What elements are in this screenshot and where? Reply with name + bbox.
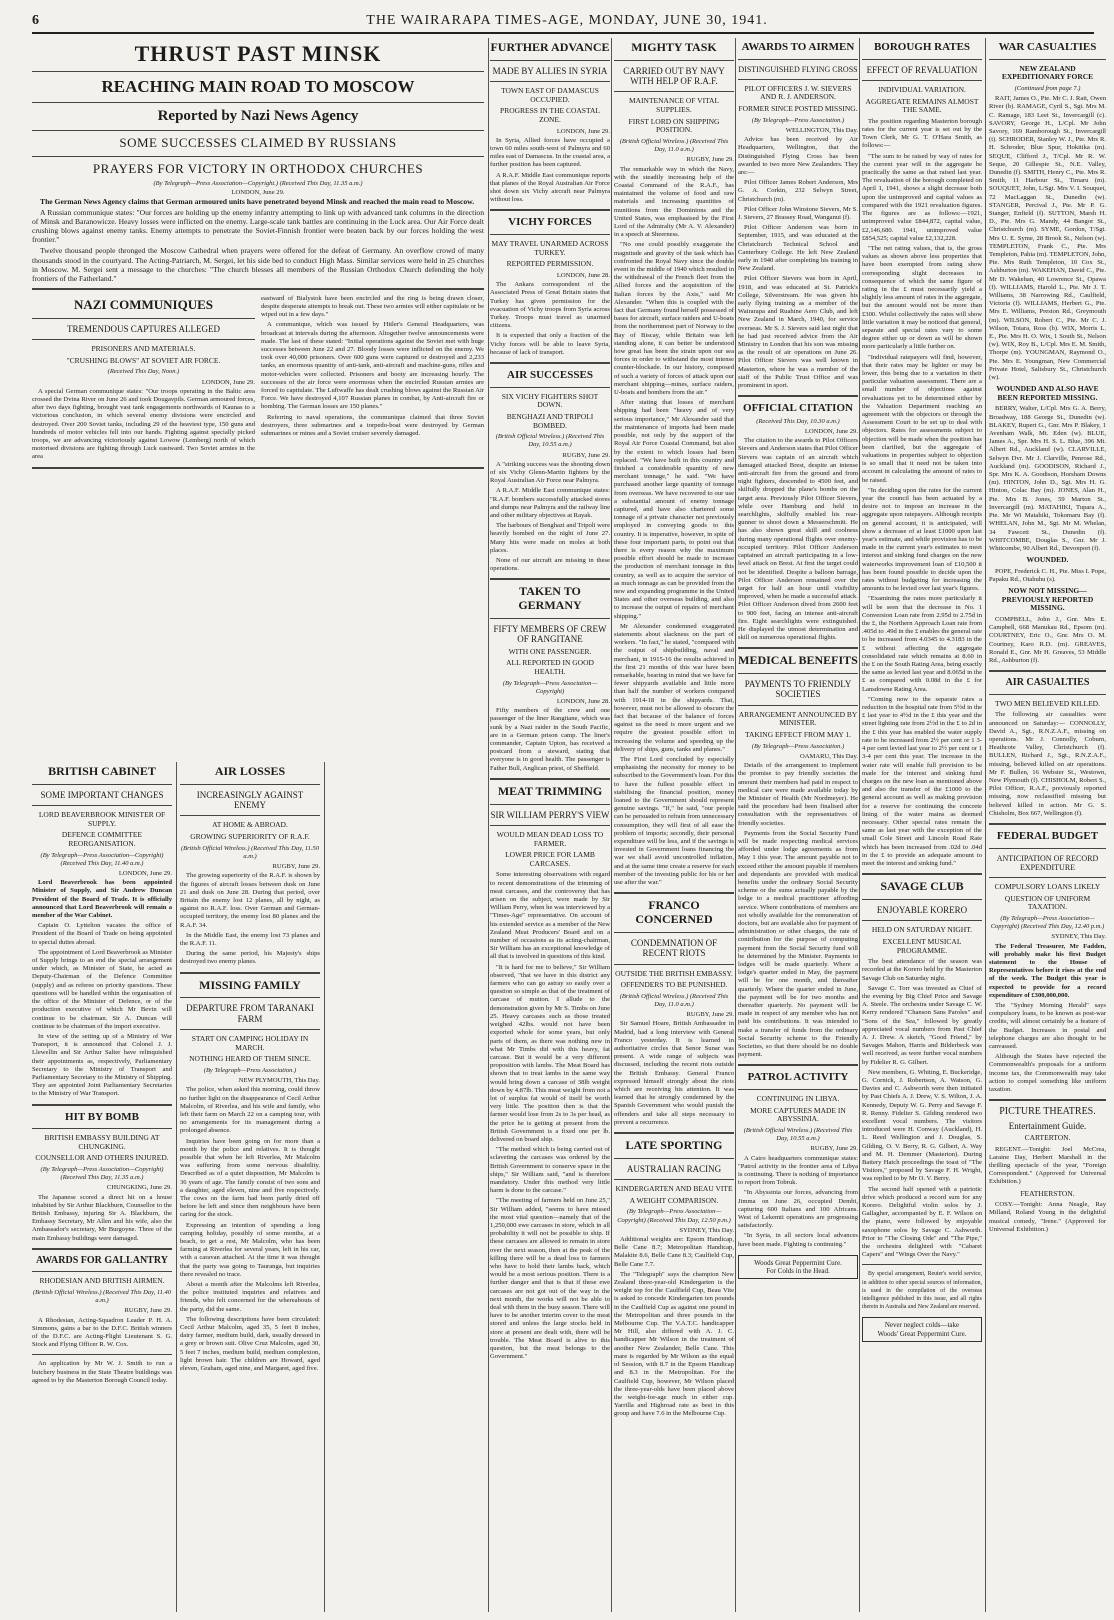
budget-dateline: SYDNEY, This Day. (1051, 933, 1106, 941)
borough-para-3: "The net rating values, that is, the gross values as shown above less properties that have been exempted from rating show corresponding slight decreases in consequence of which the same figure of rating in the £ must necessarily yield a slightly less amount of rates in the aggregate, but the amount would not be more than £300. Whilst collectively the rates will show little variation it may be noticed that general, separate and special rates vary to some degree either up or down as will be shown more particularly a little further on. (862, 244, 982, 351)
further-advance-column (490, 38, 610, 1612)
further-para-1: In Syria, Allied forces have occupied a town 60 miles south-west of Palmyra and 60 miles east of Damascus. In the coastal area, a further position has been captured. (490, 136, 610, 169)
citation-para: The citation to the awards to Pilot Officers Sievers and Anderson states that Pilot Officer Sievers was captain of an aircraft which damaged attacked Brest, despite an intense anti-aircraft fire from the ground and from night fighters, descended to 4500 feet, and skilfully dropped the plane's bombs on the target area. Previously Pilot Officer Sievers, while over Hamburg and held in searchlights, skilfully enabled his rear-gunner to shoot down a Messerschmitt. He has also shown great skill and coolness during many operational flights over enemy-occupied territory. Pilot Officer Anderson captained an aircraft participating in a low-level attack on Brest. At first the target could not be identified. Despite a balloon barrage, Pilot Officer Anderson remained over the target for half an hour until visibility improved, when he made a successful attack. Pilot Officer Anderson dived from 2600 feet to 900 feet, facing an intense anti-aircraft fire. Eight searchlights were extinguished. He displayed the utmost determination and skill on numerous operational flights. (738, 437, 858, 642)
nazi-dateline: LONDON, June 29. (201, 378, 255, 386)
citation-title: OFFICIAL CITATION (743, 402, 853, 415)
racing-para-1: Additional weights are: Epsom Handicap, Belle Cane 8.7; Metropolitan Handicap, Malakite 8.6, Belle Cane 8.3; Caulfield Cup, Belle Cane 7.7. (614, 1236, 734, 1268)
airmen-credit: (By Telegraph—Press Association.) (751, 116, 845, 124)
budget-sub3: QUESTION OF UNIFORM TAXATION. (1004, 893, 1091, 912)
borough-para-4: "Individual ratepayers will find, however, that their rates may be lighter or may be lower, this being due to a variation in their particular valuation assessment. There are a small number of objections against revaluations yet to be determined either by the Valuation Department reaching an agreement with the objectors or through the Assessment Court to be set up to deal with objectors. Rates for assessments subject to objection will be made when the position has been clarified, but the aggregate of valuations in properties subject to objection is so small that it need not be taken into account in calculating the amount of rates to be raised. (862, 353, 982, 484)
meat-sub2: WOULD MEAN DEAD LOSS TO FARMER. (496, 829, 604, 848)
further-title: FURTHER ADVANCE (490, 40, 610, 54)
patrol-para-2: "In Abyssinia our forces, advancing from Jimma on June 26, occupied Dembi, capturing 600 Italians and 100 Africans. West of Lekemti operations are progressing satisfactorily. (738, 1189, 858, 1230)
airlosses-credit: (British Official Wireless.) (Received This Day, 11.50 a.m.) (180, 844, 320, 860)
family-sub3: NOTHING HEARD OF THEM SINCE. (189, 1054, 311, 1064)
family-title: MISSING FAMILY (199, 977, 301, 992)
nazi-para-3: A communique, which was issued by Hitler's General Headquarters, was broadcast at intervals during the afternoon. Altogether twelve announcements were made. The last of these stated: "Initial operations against the Soviet met with huge successes between June 22 and 27. Bloody losses were inflicted on the enemy. We took over 40,000 prisoners. Over 600 guns were captured or destroyed and 2,233 tanks, an enormous quantity of anti-tank, anti-aircraft and machine-guns, rifles and motor-vehicles were collected. Prisoners and booty are increasing hourly. The successes of the air force were enormous when the encircled Russian armies are forced to capitulate. The Luftwaffe has dealt crushing blows against the Russian Air Force. We have destroyed 4,107 Russian planes in combat, by Anti-aircraft fire or bombing. The German losses are 150 planes." (261, 321, 484, 411)
mighty-dateline: RUGBY, June 29. (686, 156, 734, 164)
peppermint-ad-2 (862, 1317, 982, 1341)
budget-para-3: Although the States have rejected the Commonwealth's proposals for a uniform income tax, the Commonwealth may take action to compel something like uniform taxation. (989, 1053, 1106, 1093)
germany-credit: (By Telegraph—Press Association—Copyright) (502, 679, 598, 695)
medical-sub1: PAYMENTS TO FRIENDLY SOCIETIES (744, 679, 852, 700)
war-entries: RAIT, James O., Pte. Mr C. J. Rait, Owen River (b). RAMAGE, Cyril S., Sgt. Mrs M. C. Ramage, 183 Leet St., Invercargill (c). SAVORY, George H., L/Cpl. Mr John Savory, 169 Ramborough St., Invercargill (t). SCHRODER, Stanley W. J., Pte. Mrs R. H. Schroder, Blue Spur, Hokitika (m). SEQUE, Clifford J., T/Cpl. Mr R. W. Seque, 20 Gillespie St., N.E. Valley, Dunedin (f). SMITH, Henry C., Pte. Mrs R. Smith, 11 Harbour St., Timaru (m). SOUQUET, John, L/Sgt. Mrs V. I. Souquet, 72 MacLaggan St., Dunedin (w). STANGER, Percival J., Pte. Mr P. G. Stanger, Enfield (f). SUTTON, Marsh H. D., Pte. Mrs G. Mandy, 44 Bangor St., Christchurch (m). SYME, Gordon, T/Sgt. Mrs U. E. Syme, 28 Brook St., Nelson (w). TEMPLETON, Frank C., Pte. Mrs Templeton, Pahia (m). TEMPLETON, John, Pte. Mrs Ruth Templeton, 10 Cox St., Ashburton (m). WAKEHAN, David C., Pte. Mr D. Wakehan, 40 Lowrence St., Opawa (f). WILLIAMS, Harold L., Pte. Mr J. T. Williams, 38 Narrowing Rd., Caulfield, Victoria (f). WILLIAMS, Herbert G., Pte. Mrs E. Williams, Preston Rd., Greymouth (m). WILSON, Robert C., Pte. Mr C. J. Wilson, Totara, Ross (b). WIX, Morris L. E., Pte. Mrs H. O. Wix, 1 South St., Nelson (w). WIX, Roy B., L/Cpl. Mrs E. M. Smith, Thorpe (m). YOUNGMAN, Raymond O., Pte. Mrs E. Youngman, New Commercial Private Hotel, Salisbury St., Christchurch (w). (989, 95, 1106, 381)
meat-title: MEAT TRIMMING (497, 783, 603, 798)
lead-para-2: A Russian communique states: "Our forces are holding up the enemy infantry attempting to link up with advanced tank columns in the direction of Minsk and Baranowicze. Heavy losses were inflicted on the enemy. Large-scale tank battles are continuing in the Luck area. Our Air Force dealt crushing blows against enemy tanks. Enemy attempts to penetrate the Soviet-Finnish frontier were beaten back by our forces holding the west frontier." (32, 208, 484, 245)
airmen-para-4: Pilot Officer Anderson was born in September, 1915, and was educated at the Christchurch Technical School and Canterbury College. He left New Zealand early in 1940 after completing his training in New Zealand. (738, 224, 858, 273)
mighty-credit: (British Official Wireless.) (Received This Day, 11.0 a.m.) (619, 137, 729, 154)
franco-dateline: RUGBY, June 29. (686, 1011, 734, 1019)
family-dateline: NEW PLYMOUTH, This Day. (238, 1077, 320, 1085)
cabinet-para-1: Lord Beaverbrook has been appointed Minister of Supply, and Sir Andrew Duncan President of the Board of Trade. It is officially announced that Lord Beaverbrook will remain a member of the War Cabinet. (32, 879, 172, 920)
mighty-para-5: The First Lord concluded by especially emphasising the necessity for money to be subscribed to the Government's loan. For this to have the fullest possible effect in stabilising the financial position, money loaned to the Government should represent genuine savings. "If," he said, "our people can be persuaded to refrain from unnecessary consumption, they will first of all ease the problem of imports; secondly, their personal expenditure will be less, and if the savings is invested in Government loans financing the war we shall avoid uncontrolled inflation, and at the same time create a reserve for each member of the investing public for his or her use after the war." (614, 756, 734, 887)
war-sub1: NEW ZEALAND EXPEDITIONARY FORCE (1001, 63, 1094, 82)
patrol-sub2: MORE CAPTURES MADE IN ABYSSINIA. (750, 1105, 846, 1124)
franco-para: Sir Samuel Hoare, British Ambassador in Madrid, had a long interview with General Franco yesterday. It is learned in authoritative circles that Senor Sunar was present. A wide range of subjects was discussed, including the recent riots outside the British Embassy. General Franco expressed himself strongly about the riots which are receiving his attention. It was learned that he strongly condemned by the Spanish Government who would punish the offenders and take all steps necessary to prevent a recurrence. (614, 1020, 734, 1126)
airlosses-para-3: During the same period, his Majesty's ships destroyed two enemy planes. (180, 950, 320, 966)
mighty-para-1: The remarkable way in which the Navy, with the steadily increasing help of the Coastal Command of the R.A.F., has maintained the volume of food and raw materials and increasing quantities of munitions from the Dominions and the United States, was emphasised by the First Lord of the Admiralty (Mr A. V. Alexander) in a speech at Sheerness. (614, 165, 734, 239)
meat-para-2: "It is hard for me to believe," Sir William observed, "that we have in this district any farmers who can go astray so easily over a question so simple as that of the treatment of carcase of mutton. I allude to the demonstration given by Mr S. Timbs on June 25. Heavy carcases such as those treated weighed 42lbs. would not have been exported whole for some years, but only parts of them, as there was nothing new in what Mr Timbs did with this heavy, fat carcase. But it would be a very different proposition with lambs. The Meat Board has shown that to treat lambs in the same way would bring down a carcase of 38lb weight down by 4.87lb. This meat weight from not a lot of surplus fat would of itself be worth very little. The position then is that the farmer would lose from 2s to 3s per head, as the price he is getting at present from the British Government is a fixed one per lb. delivered on board ship. (490, 963, 610, 1143)
air-successes-para-4: None of our aircraft are missing in these operations. (490, 557, 610, 573)
germany-sub2: WITH ONE PASSENGER. (508, 646, 592, 656)
airlosses-sub3: GROWING SUPERIORITY OF R.A.F. (190, 832, 310, 842)
franco-title: FRANCO CONCERNED (635, 898, 713, 927)
cabinet-sub2: LORD BEAVERBROOK MINISTER OF SUPPLY. (38, 810, 166, 828)
airmen-sub3: FORMER SINCE POSTED MISSING. (738, 104, 858, 114)
patrol-para-3: "In Syria, in all sectors local advances have been made. Fighting is continuing." (738, 1232, 858, 1248)
carterton-head: CARTERTON. (1024, 1133, 1071, 1142)
masthead-title: THE WAIRARAPA TIMES-AGE, MONDAY, JUNE 30, 1941. (366, 13, 768, 28)
nazi-sub2: PRISONERS AND MATERIALS. (91, 344, 196, 354)
savage-title: SAVAGE CLUB (880, 879, 964, 894)
savage-sub2: HELD ON SATURDAY NIGHT. (871, 925, 973, 935)
butchery-para: An application by Mr W. J. Smith to run a butchery business in the State Theatre buildings was agreed to by the Masterton Borough Council today. (32, 1360, 172, 1384)
germany-sub3: ALL REPORTED IN GOOD HEALTH. (506, 658, 594, 676)
franco-sub1: CONDEMNATION OF RECENT RIOTS (630, 937, 718, 959)
missing-head: NOW NOT MISSING—PREVIOUSLY REPORTED MISSING. (1001, 586, 1094, 613)
borough-para-2: "The sum to be raised by way of rates for the current year will in the aggregate be practically the same as that raised last year. The revaluation of the borough completed on April 1, 1941, shows a slight decrease both upon the unimproved and capital values as compared with the 1921 revaluation figures. The figures are as follows:—1921, unimproved value £844,872, capital value, £2,146,680. 1941, unimproved value £854,525; capital value £2,132,228. (862, 152, 982, 242)
gallantry-sub: RHODESIAN AND BRITISH AIRMEN. (39, 1276, 165, 1286)
family-para-5: The following descriptions have been circulated: Cecil Arthur Malcolm, aged 35, 5 feet 8 inches, dairy farmer, medium build, dark, usually dressed in a grey or brown suit. Olive Cruz Malcolm, aged 30, 5 feet 7 inches, medium build, medium complexion, light brown hair. The children are Howard, aged eleven, Graham, aged nine, and Margaret, aged five. (180, 1315, 320, 1373)
borough-title: BOROUGH RATES (873, 41, 971, 53)
family-sub1: DEPARTURE FROM TARANAKI FARM (186, 1003, 314, 1024)
racing-sub2: KINDERGARTEN AND BEAU VITE (615, 1184, 733, 1194)
borough-para-6: "Examining the rates more particularly it will be seen that the decrease in No. 1 Conversion Loan rate from 2.95d to 2.75d in the £, the Northern Approach Loan rate from .405d to .49d in the £ enables the general rate to be increased from 4.0345 to 4.3183 in the £ without affecting the aggregate consolidated rate which remains at 8.60 in the £ on the South Rating Area, being exactly the same as levied last year and 8.065d in the £ as compared with 0.08d in the £ for Lansdowne Rating Area. (862, 595, 982, 693)
nazi-para-1: A special German communique states: "Our troops operating in the Baltic area crossed the Dvina River on June 26 and took Dougavpils. German armoured forces, after two days fighting, brought vast tank engagements northwards of Kaunas to a victorious conclusion, in which several enemy divisions were encircled and destroyed. Over 200 Soviet tanks, including 29 of the heaviest type, 150 guns and hundreds of motor vehicles fell into our hands. Fighting against specially picked troops, we are advancing victoriously against Lowow (Lemberg) north of which motorised divisions are fighting through Luck eastward. Two Soviet armies in the area (32, 387, 255, 461)
wounded-entries: BERRY, Walter, L/Cpl. Mrs G. A. Berry, Broadway, 188 George St., Dunedin (w). BLAKEY, Rupert G., Gnr. Mrs P. Blakey, 1 Avenham Walk, Mt. Eden (w). BLUE, James A., Spr. Mrs H. S. L. Blue, 396 Mt. Albert Rd., Auckland (w). CLARVILLE, Selwyn Dvr. Mr J. Clarville, Penrose Rd., Auckland (m). GOODISON, Richard J., Spr. Mrs K. A. Goodison, Horsham Downs (m). HINTON, John D., Sgt. Mrs H. G. Hinton, Colac Bay (m). JONES, Alan H., Pte. Mrs B. Jones, 59 Marton St., Invercargill (m). MATAHIKI, Tupara A., Pte. Mr Wi Matahiki, Tokomaru Bay (f). WHELAN, John M., Sgt. Mr M. Whelan, 34 Fawcett St., Dunedin (f). WHITCOMBE, Douglas S., Gnr. Mr J. Whitcombe, 90 Albert Rd., Devonport (f). (989, 405, 1106, 552)
family-para-4: About a month after the Malcolms left Riverlea, the police instituted inquiries and relatives and friends, who felt concerned for the whereabouts of the party, did the same. (180, 1281, 320, 1313)
cabinet-para-4: In view of the setting up of a Ministry of War Transport, it is announced that Colonel J. J. Llewellin and Sir Arthur Salter have relinquished their appointments as, respectively, Parliamentary Secretary to the Ministry of Transport and Parliamentary Secretary to the Ministry of Shipping. They are appointed Joint Parliamentary Secretaries to the Ministry of War Transport. (32, 1032, 172, 1098)
air-casualties-sub: TWO MEN BELIEVED KILLED. (995, 698, 1100, 708)
air-successes-para-3: The harbours of Benghazi and Tripoli were heavily bombed on the night of June 27. Many hits were made on moles at both places. (490, 522, 610, 554)
savage-para-4: The second half opened with a patriotic drive which produced a record sum for any Korero. Delightful violin solos by J. Gallagher, accompanied by E. F. Wilson on the piano, were followed by enjoyable saxophone solos by Savage C. Ashworth. Prior to "The Closing Ode" and "The Pipe," the orchestra delighted with "Cabaret Capers" and "Wings Over the Navy." (862, 1185, 982, 1259)
borough-column (862, 38, 982, 1612)
peppermint-ad-2-line1: Never neglect colds—take (884, 1321, 960, 1330)
cabinet-dateline: LONDON, June 29. (118, 870, 172, 878)
germany-title: TAKEN TO GERMANY (518, 584, 582, 613)
peppermint-ad-line2: For Colds in the Head. (766, 1266, 830, 1275)
patrol-sub1: CONTINUING IN LIBYA. (756, 1094, 840, 1104)
savage-sub3: EXCELLENT MUSICAL PROGRAMME. (882, 936, 962, 955)
war-title: WAR CASUALTIES (998, 41, 1097, 53)
mighty-title: MIGHTY TASK (631, 40, 717, 54)
cabinet-para-3: The appointment of Lord Beaverbrook as Minister of Supply brings to an end the special arrangement under which, as Minister of State, he acted as Deputy-Chairman of the Defence Committee (supply) and as referee on priority questions. These questions will be handled within the organisation of the office of the Minister of Defence, or of the production executive of which Mr Bevin will continue to be chairman. Sir A. Duncan will continue to be chairman of the import executive. (32, 948, 172, 1030)
airmen-para-1: Advice has been received by Air Headquarters, Wellington, that the Distinguished Flying Cross has been awarded to two more New Zealanders. They are:— (738, 136, 858, 176)
airmen-para-2: Pilot Officer James Robert Anderson, Mrs G. A. Corkin, 232 Selwyn Street, Christchurch (m). (738, 179, 858, 203)
peppermint-ad (738, 1255, 858, 1279)
lead-para-1: The German News Agency claims that German armoured units have penetrated beyond Minsk and reached the main road to Moscow. (40, 196, 475, 206)
racing-dateline: SYDNEY, This Day. (679, 1226, 734, 1234)
airmen-para-3: Pilot Officer John Winstone Sievers, Mr S. J. Sievers, 27 Brassey Road, Wanganui (f). (738, 205, 858, 221)
page-number: 6 (32, 13, 40, 28)
borough-sub3: AGGREGATE REMAINS ALMOST THE SAME. (865, 96, 979, 115)
mighty-sub3: FIRST LORD ON SHIPPING POSITION. (628, 116, 720, 135)
pictures-sub: Entertainment Guide. (1008, 1120, 1087, 1131)
vichy-title: VICHY FORCES (508, 216, 592, 229)
airmen-dateline: WELLINGTON, This Day. (785, 126, 858, 134)
citation-dateline: LONDON, June 29. (804, 428, 858, 436)
franco-sub3: OFFENDERS TO BE PUNISHED. (620, 980, 728, 990)
nazi-communiques (32, 295, 255, 462)
cabinet-title: BRITISH CABINET (48, 764, 156, 778)
meat-para-4: "The meeting of farmers held on June 25," Sir William added, "seems to have missed the most vital question—namely that of the 1,250,000 ewe carcases in store, which in all probability it will not be possible to ship. If these carcases are allowed to remain in store over the next season, then at the peak of the killing there will be a dead loss to farmers who have to hold their lambs back, which would be a most serious position. There is a further danger and that is that if these ewe carcases are not got out of the way in the next month, the works will not be able to deal with them in the busy season. There will have to be another interim cover to the meat stored and unless the large stocks held in store at present are dealt with, there will be trouble. The Meat Board is alive to this question, but the meat belongs to the Government." (490, 1197, 610, 1361)
lead-deck2: SOME SUCCESSES CLAIMED BY RUSSIANS (119, 135, 397, 151)
reuter-notice: By special arrangement, Reuter's world service, in addition to other special sources of information, is used in the compilation of the overseas intelligence published in this issue, and all rights therein in Australia and New Zealand are reserved. (862, 1271, 982, 1311)
nazi-title: NAZI COMMUNIQUES (73, 296, 214, 312)
nazi-sub1: TREMENDOUS CAPTURES ALLEGED (66, 323, 220, 334)
budget-sub1: ANTICIPATION OF RECORD EXPENDITURE (996, 853, 1099, 872)
medical-para-1: Details of the arrangement to implement the promise to pay friendly societies the amount their members had paid in respect to medical care were made available today by the Minister of Health (Mr Nordmeyer). He said the procedure had been finalised after consultation with the representatives of friendly societies. (738, 762, 858, 827)
further-sub3: PROGRESS IN THE COASTAL ZONE. (500, 106, 600, 125)
mighty-para-3: After stating that losses of merchant shipping had been "heavy and of very serious importance," Mr Alexander said that the maintenance of imports had been made possible, not only by the support of the Royal Air Force Coastal Command, but also by the extent to which losses had been replaced. "We have built in this country and finished a considerable quantity of new merchant tonnage," he said. "We have purchased another large quantity of tonnage from overseas. We have recovered to our use a substantial amount of enemy tonnage captured, and have also chartered some tonnage of a private character not previously employed in conveying goods to this country. It is imperative, however, in spite of these four important parts, to point out that there is every reason why the maximum possible effort should be made to increase the production of merchant tonnage in this country, as well as to acquire the service of as much tonnage as can be provided from the new and expanding programme in the United States and other overseas building, and also to increase the output of repairs of merchant shipping." (614, 399, 734, 620)
nazi-sub3: "CRUSHING BLOWS" AT SOVIET AIR FORCE. (66, 355, 221, 365)
nazi-para-2: eastward of Bialystok have been encircled and the ring is being drawn closer, despite desperate attempts to break out. These two armies will either capitulate or be wiped out in a few days." (261, 294, 484, 319)
bomb-sub2: COUNSELLOR AND OTHERS INJURED. (35, 1153, 169, 1163)
germany-sub1: FIFTY MEMBERS OF CREW OF RANGITANE (493, 624, 607, 645)
airlosses-sub1: INCREASINGLY AGAINST ENEMY (196, 789, 304, 811)
mighty-sub1: CARRIED OUT BY NAVY WITH HELP OF R.A.F. (623, 65, 725, 87)
air-losses-column (180, 762, 320, 1612)
family-sub2: START ON CAMPING HOLIDAY IN MARCH. (191, 1034, 309, 1052)
nazi-credit: (Received This Day, Noon.) (107, 368, 180, 376)
germany-para: Fifty members of the crew and one passenger of the liner Rangitane, which was sunk by a Nazi raider in the South Pacific, are in a German prison camp. The liner's commander, Captain Upton, has received a postcard from a steward, stating that everyone is in good health. The passenger is Father Bull, Anglican priest, of Sheffield. (490, 707, 610, 772)
nazi-communiques-cont (261, 295, 484, 462)
bomb-title: HIT BY BOMB (65, 1110, 139, 1123)
cabinet-credit: (By Telegraph—Press Association—Copyright) (Received This Day, 11.40 a.m.) (40, 851, 164, 867)
further-sub2: TOWN EAST OF DAMASCUS OCCUPIED. (501, 86, 599, 104)
gallantry-title: AWARDS FOR GALLANTRY (36, 1254, 168, 1266)
lead-headline: THRUST PAST MINSK (134, 41, 382, 66)
patrol-para-1: A Cairo headquarters communique states: "Patrol activity in the frontier area of Libya is continuing. There is nothing of importance to report from Tobruk. (738, 1154, 858, 1187)
vichy-sub1: MAY TRAVEL UNARMED ACROSS TURKEY. (491, 239, 609, 257)
missing-entries: COMPBELL, John J., Gnr. Mrs E. Campbell, 668 Manukau Rd., Epsom (m). COURTNEY, Eric O., Gnr. Mrs O. M. Courtney, Karo R.D. (m). GREAVES, Ronald E., Gnr. Mr H. Greaves, 53 Middle Rd., Ashburton (f). (989, 616, 1106, 665)
airmen-title: AWARDS TO AIRMEN (741, 41, 855, 53)
cabinet-sub3: DEFENCE COMMITTEE REORGANISATION. (61, 830, 143, 849)
airlosses-sub2: AT HOME & ABROAD. (212, 820, 288, 830)
meat-sub1: SIR WILLIAM PERRY'S VIEW (490, 809, 610, 820)
bomb-sub1: BRITISH EMBASSY BUILDING AT CHUNGKING. (44, 1133, 160, 1151)
air-successes-para-2: A R.A.F. Middle East communique states: "R.A.F. bombers successfully attacked stores and dumps near Palmyra and the railway line and other military objectives at Rayak. (490, 487, 610, 519)
peppermint-ad-line1: Woods Great Peppermint Cure. (754, 1258, 842, 1267)
medical-sub2: ARRANGEMENT ANNOUNCED BY MINISTER. (738, 709, 858, 728)
budget-sub2: COMPULSORY LOANS LIKELY (994, 882, 1101, 892)
wounded2-entries: POPE, Frederick C. H., Pte. Miss I. Pope, Papaku Rd., Otahuhu (s). (989, 567, 1106, 583)
vichy-para-2: It is expected that only a fraction of the Vichy forces will be able to leave Syria, because of lack of transport. (490, 332, 610, 356)
air-successes-dateline: RUGBY, June 29. (562, 451, 610, 459)
vichy-dateline: LONDON, June 28. (556, 271, 610, 279)
medical-credit: (By Telegraph—Press Association.) (751, 742, 845, 750)
further-para-2: A R.A.F. Middle East communique reports that planes of the Royal Australian Air Force shot down six Vichy aircraft near Palmyra without loss. (490, 171, 610, 204)
lead-deck3: PRAYERS FOR VICTORY IN ORTHODOX CHURCHES (92, 161, 424, 177)
air-casualties-title: AIR CASUALTIES (1005, 677, 1090, 689)
patrol-credit: (British Official Wireless.) (Received This Day, 10.55 a.m.) (743, 1126, 853, 1143)
racing-credit: (By Telegraph—Press Association—Copyright) (Received This Day, 12.50 p.m.) (617, 1208, 731, 1224)
medical-para-2: Payments from the Social Security Fund will be made respecting medical services afforded under lodge agreements as from May 1 this year. The amount payable not to exceed either the amount payable if members and dependants are provided with medical benefits under the ordinary Social Security scheme or the sums actually payable by the lodge to a medical practitioner affording service. Where contributions of members are not wholly available for the remuneration of doctors, but are available also for payment of administration or other charges, the rate of contribution for the purpose of computing payment from the Social Security fund will be determined by the Minister. Payments to lodges will be made quarterly. Where a lodge's quarter ended in May, the payment will be for one month, and thereafter quarterly. Where the quarter ended in June, the payment will be for two months and thereafter quarterly. No payment will be made in respect of any member who has not paid his contributions. It was intended to make a transfer of funds from the ordinary Social Security scheme to the Friendly Societies, so that there should be no double payment. (738, 829, 858, 1059)
airmen-column (738, 38, 858, 1612)
savage-para-3: New members, G. Whiting, E. Buckeridge, G. Cornick, J. Robertson, A. Watson, G. Davies and C. Ashworth were then initiated by Past Chiefs A. J. Drew, V. S. Wilton, J. A. Kennedy, Deputy W. G. Perry and Savage F. R. Renny. Fidelier S. Gilding rendered two excellent vocal numbers. The visitors introduced were H. Conway (Auckland), H. L. Reed Wellington and J. Douglas, S. Gilding, O. V. Berry, R. G. Gilbert, A. Way and M. H. Demmer (Masterton). During Battery Hatch proceedings the toast of "The Visitors," proposed by Savage F. H. Wright, was replied to by Mr O. V. Berry. (862, 1068, 982, 1183)
further-sub1: MADE BY ALLIES IN SYRIA (492, 65, 608, 76)
budget-para-1: The Federal Treasurer, Mr Fadden, will probably make his first Budget statement to the House of Representatives before it rises at the end of the week. The Budget this year is expected to provide for a record expenditure of £300,000,000. (989, 942, 1106, 999)
gallantry-credit: (British Official Wireless.) (Received This Day, 11.40 a.m.) (32, 1289, 172, 1305)
patrol-dateline: RUGBY, June 29. (810, 1145, 858, 1153)
patrol-title: PATROL ACTIVITY (747, 1071, 849, 1084)
budget-title: FEDERAL BUDGET (996, 830, 1099, 842)
lead-story (32, 38, 484, 474)
mighty-para-2: "No one could possibly exaggerate the magnitude and gravity of the task which has confronted the Royal Navy since the double event in the middle of 1940 which resulted in the withdrawal of the French fleet from the Allied forces and the acquisition of the Italian forces by the Axis," said Mr Alexander. "When this is coupled with the fact that Germany found herself possessed of bases for aircraft, surface raiders and U-boats from the northernmost part of Norway to the Bay of Biscay, while Britain was left standing alone, it can better be understood how great has been the strain upon our sea forces in order to withstand the most intense counter-blockade. In our history, composed of such a variety of forces of attack upon our merchant shipping—mines, surface raiders, U-boats and bombers from the air." (614, 241, 734, 397)
gallantry-para: A Rhodesian, Acting-Squadron Leader P. H. A. Simmons, gains a bar to the D.F.C. British winners of the D.F.C. are Acting-Flight Lieutenant S. G. Stock and Flying Officer R. W. Cox. (32, 1316, 172, 1349)
meat-para-3: "The method which is being carried out of sclaveting the carcases was ordered by the British Government to conserve space in the ships," Sir William said, "and is therefore mandatory. Under this method very little harm is done to the carcase." (490, 1146, 610, 1195)
lead-para-3: Twelve thousand people thronged the Moscow Cathedral when prayers were offered for the defeat of Germany. An overflow crowd of many thousands stood in the courtyard. The Acting-Patriarch, M. Sergei, let his side bed to conduct High Mass. Similar services were held in 25 churches in Moscow. M. Sergei sent a message to the churches: "The church blesses all members of the Russian Orthodox Church defending the holy frontiers of the Fatherland." (32, 246, 484, 283)
wounded-head: WOUNDED AND ALSO HAVE BEEN REPORTED MISSING. (996, 384, 1099, 402)
vichy-sub2: REPORTED PERMISSION. (506, 259, 594, 269)
bomb-para: The Japanese scored a direct hit on a house inhabited by Sir Arthur Blackburn, Counsellor to the British Embassy, injuring Sir A. Blackburn, the Embassy Secretary, Mr Allen and his wife, also the Ambassador's secretary, Mr Burgoyne. Three of the main Embassy buildings were damaged. (32, 1193, 172, 1242)
lead-dateline: LONDON, June 29. (231, 188, 285, 196)
savage-sub1: ENJOYABLE KORERO (876, 904, 968, 915)
racing-sub3: A WEIGHT COMPARISON. (629, 1195, 719, 1205)
family-para-2: Inquiries have been going on for more than a month by the police and relatives. It is thought possible that when he left Riverlea, Mr Malcolm was suffering from some nervous disability. Described as of a quiet disposition, Mr Malcolm is 36 years of age. The family consist of two sons and a daughter, aged eleven, nine and five respectively. The cows on the farm had been partly dried off before he left and since then neighbours have been caring for the stock. (180, 1137, 320, 1219)
budget-credit: (By Telegraph—Press Association—Copyright) (Received This Day, 12.40 p.m.) (990, 914, 1105, 931)
airmen-sub1: DISTINGUISHED FLYING CROSS (738, 64, 858, 74)
gallantry-dateline: RUGBY, June 29. (124, 1307, 172, 1315)
bomb-dateline: CHUNGKING, June 29. (106, 1184, 172, 1192)
borough-para-5: "In deciding upon the rates for the current year the council has been actuated by a desire not to impose an increase in the aggregate upon ratepayers. Although receipts on general account, it is anticipated, will show a decrease of at least £1000 upon last year's estimate, and while provision has to be made in the current year's estimates to meet interest and sinking fund charges on the new waterworks improvement loan of £10,500 it has been found possible to decide upon the rates without budgeting for increasing the amounts to be levied over last year's figures. (862, 486, 982, 593)
family-para-3: Expressing an intention of spending a long camping holiday, possibly of some months, at a beach, to get a rest, Mr Malcolm, who has been farming at Riverlea for several years, left in his car, with a caravan attached. At the time it was thought that the party was going to Tauranga, but inquiries there revealed no trace. (180, 1221, 320, 1278)
airmen-para-5: Pilot Officer Sievers was born in April, 1918, and was educated at St. Patrick's College, Silverstream. He was given his early flying training as a member of the Wairarapa and Ruahine Aero Club, and left New Zealand in March, 1940, for service overseas. Mr S. J. Sievers said last night that he had just received advice from the Air Ministry in London that his son was missing as the result of air operations on June 26. Pilot Officer Sievers was well known in Masterton, where he was a member of the staff of the Public Trust Office and was prominent in sport. (738, 275, 858, 389)
airlosses-para-2: In the Middle East, the enemy lost 73 planes and the R.A.F. 11. (180, 931, 320, 947)
nazi-para-4: Referring to naval operations, the communique claimed that three Soviet destroyers, three submarines and a torpedo-boat were destroyed by German submarines or mines and a Soviet cruiser severely damaged. (261, 413, 484, 438)
air-successes-credit: (British Official Wireless.) (Received This Day, 10.55 a.m.) (495, 433, 605, 449)
mighty-para-4: Mr Alexander condemned exaggerated statements about slackness on the part of workers. "In fact," he stated, "compared with the output of shipbuilding, naval and merchant, in 1915-16 the results achieved in the first 21 months of this war have been remarkable, bearing in mind that we have far fewer shipyards available and little more than half the number of workers compared with 1914-18 in the shipyards. That, however, must not be allowed to obscure the fact that because of the balance of forces against us the need is more urgent and we require the greatest possible effort in increasing the volume and speeding up the delivery of ships, guns, tanks and planes." (614, 622, 734, 753)
cabinet-column (32, 762, 172, 1612)
peppermint-ad-2-line2: Woods' Great Peppermint Cure. (877, 1329, 967, 1338)
cosy-listing: COSY.—Tonight: Anna Neagle, Ray Milland, Roland Young in the delightful musical comedy, "Irene." (Approved for Universal Exhibition.) (989, 1201, 1106, 1233)
air-successes-para-1: A "striking success was the shooting down of six Vichy Glenn-Martin fighters by the Royal Australian Air Force near Palmyra. (490, 460, 610, 485)
air-successes-title: AIR SUCCESSES (507, 369, 593, 382)
lead-credit: (By Telegraph—Press Association—Copyright.) (Received This Day, 11.35 a.m.) (153, 179, 363, 187)
racing-title: LATE SPORTING (625, 1138, 723, 1153)
franco-sub2: OUTSIDE THE BRITISH EMBASSY. (615, 968, 733, 978)
airmen-sub2: PILOT OFFICERS J. W. SIEVERS AND R. J. ANDERSON. (744, 83, 852, 102)
savage-para-2: Savage C. Torr was invested as Chief of the evening by Big Chief Price and Savage A. Steele. The orchestra under Savage C. W. Kerry rendered "Chanson Sans Paroles" and "Sons of the Sea," followed by greatly appreciated vocal numbers from Past Chief A. J. Drew. A sketch, "Good Friend," by Savages Mahon, Harris and Bilderbeck was well received, as were further vocal numbers by Fidelier R. G. Gilbert. (862, 984, 982, 1066)
family-credit: (By Telegraph—Press Association.) (203, 1066, 297, 1074)
airlosses-title: AIR LOSSES (214, 764, 286, 778)
featherston-head: FEATHERSTON. (1020, 1188, 1075, 1198)
borough-para-1: The position regarding Masterton borough rates for the current year is set out by the Town Clerk, Mr G. T. O'Hara Smith, as follows:— (862, 117, 982, 150)
lead-deck: Reported by Nazi News Agency (157, 107, 359, 124)
cabinet-para-2: Captain O. Lyttelton vacates the office of President of the Board of Trade on being appointed to special duties abroad. (32, 922, 172, 946)
war-sub2: (Continued from page 7.) (1014, 84, 1081, 92)
germany-dateline: LONDON, June 28. (556, 697, 610, 705)
air-casualties-para: The following air casualties were announced on Saturday:— CONNOLLY, David A., Sgt., R.N.Z.A.F., missing on operations. Mr J. Connolly, Coburn, Heathcote Valley, Christchurch (f). BULLEN, Richard J., Sgt., R.N.Z.A.F., missing, believed killed on air operations. Mr F. Bullen, 16 Webster St., Westown, New Plymouth (f). CHISHOLM, Robert S., Pilot Officer, R.A.F., previously reported missing, now reclassified missing but believed killed in action. Mr G. S. Chisholm, Box 667, Wellington (f). (989, 711, 1106, 817)
pictures-title: PICTURE THEATRES. (999, 1106, 1096, 1118)
regent-listing: REGENT.—Tonight: Joel McCrea, Laraine Day, Herbert Marshall in the thrilling spectacle of the year, "Foreign Correspondent." (Approved for Universal Exhibition.) (989, 1145, 1106, 1186)
airlosses-dateline: RUGBY, June 29. (272, 863, 320, 871)
family-para-1: The police, when asked this morning, could throw no further light on the disappearance of Cecil Arthur Malcolm, of Riverlea, and his wife and family, who left their farm on March 22 on a camping tour, with no arrangements for its management during a prolonged absence. (180, 1086, 320, 1135)
meat-para-1: Some interesting observations with regard to recent demonstrations of the trimming of meat carcases, and the controversy that has arisen on the subject, were made by Sir William Perry, when he was interviewed by a "Times-Age" representative. On account of his extended service as a member of the New Zealand Meat Producers' Board and on a number of occasions as its acting-chairman, Sir William has an exceptional knowledge of all that is involved in questions of this kind. (490, 871, 610, 961)
mighty-sub2: MAINTENANCE OF VITAL SUPPLIES. (628, 96, 720, 115)
medical-title: MEDICAL BENEFITS (738, 653, 858, 668)
medical-sub3: TAKING EFFECT FROM MAY 1. (744, 730, 851, 740)
racing-sub1: AUSTRALIAN RACING (626, 1163, 722, 1174)
lead-subhead: REACHING MAIN ROAD TO MOSCOW (101, 77, 415, 97)
borough-sub1: EFFECT OF REVALUATION (866, 64, 978, 75)
meat-sub3: LOWER PRICE FOR LAMB CARCASES. (505, 850, 595, 868)
cabinet-sub1: SOME IMPORTANT CHANGES (40, 789, 164, 800)
further-dateline: LONDON, June 29. (556, 127, 610, 135)
borough-para-7: "Coming now to the separate rates a reduction in the hospital rate from 5½d in the £ last year to 4½d in the £ this year and the street lighting rate from 2½d in the £ to 2d in the £ this year has enabled the water supply rate to be increased from 2½ per cent or 1 3-4 per cent levied last year to 2½ per cent or 1 3-4 per cent this year. The increase in the water rate will enable full provision to be made for the interest and sinking fund charges on the new loan as mentioned above and also the transfer of the £1000 to the general account as well as making provision for a reserve for continuing the concrete lining of the water mains as deemed necessary. Other special rates remain the same as last year with the exception of the small Cole Street and Lincoln Road Rate which has been increased from .02d to .04d in the £ to provide an adequate amount to meet the interest and sinking fund." (862, 695, 982, 867)
airlosses-para-1: The growing superiority of the R.A.F. is shown by the figures of aircraft losses between dusk on June 21 and dusk on June 28. During that period, over Britain the enemy lost 12 planes, all by night, as against no R.A.F. loss. Over German and German-occupied territory, the enemy lost 80 planes and the R.A.F. 34. (180, 872, 320, 929)
citation-credit: (Received This Day, 10.30 a.m.) (756, 417, 840, 425)
vichy-para-1: The Ankara correspondent of the Associated Press of Great Britain states that Turkey has given permission for the evacuation of Vichy troops from Syria across Turkey. Troops must travel as unarmed citizens. (490, 281, 610, 330)
budget-para-2: The "Sydney Morning Herald" says compulsory loans, to be known as post-war credits, will almost certainly be a feature of the Budget. Increases in postal and telephone charges are also thought to be canvassed. (989, 1001, 1106, 1050)
savage-para-1: The best attendance of the season was recorded at the Korero held by the Masterton Savage Club on Saturday night. (862, 958, 982, 982)
wounded2-head: WOUNDED. (1026, 555, 1069, 565)
mighty-task-column (614, 38, 734, 1612)
borough-sub2: INDIVIDUAL VARIATION. (878, 84, 966, 94)
bomb-credit: (By Telegraph—Press Association—Copyright) (Received This Day, 11.35 a.m.) (40, 1166, 164, 1182)
masthead (32, 10, 1094, 34)
franco-credit: (British Official Wireless.) (Received This Day, 11.0 a.m.) (619, 992, 729, 1008)
air-successes-sub1: SIX VICHY FIGHTERS SHOT DOWN. (501, 391, 599, 410)
medical-dateline: OAMARU, This Day. (799, 752, 858, 760)
racing-para-2: The "Telegraph" says the champion New Zealand three-year-old Kindergarten is the weight top for the Caulfield Cup, Beau Vite is asked to concede Kindergarten ten pounds in the Caulfield Cup as against one pound in the Metropolitan and three pounds in the Melbourne Cup. The V.A.T.C. handicapper Mr Hill, also differed with A. J. C. handicapper Mr Wilson in the treatment of another New Zealander, Belle Cane. This mare is regarded by Mr Wilson as the equal of Session, with 8.7 in the Epsom Handicap and 8.3 in the Metropolitan. For the Caulfield Cup, however, Mr Wilson placed the three-year-olds have been placed above the weight-for-age much in either cup. Yarrilla and Highroad rate as best in this group and have 7.6 in the Melbourne Cup. (614, 1270, 734, 1418)
air-successes-sub2: BENGHAZI AND TRIPOLI BOMBED. (506, 411, 594, 430)
war-casualties-column (989, 38, 1106, 1612)
